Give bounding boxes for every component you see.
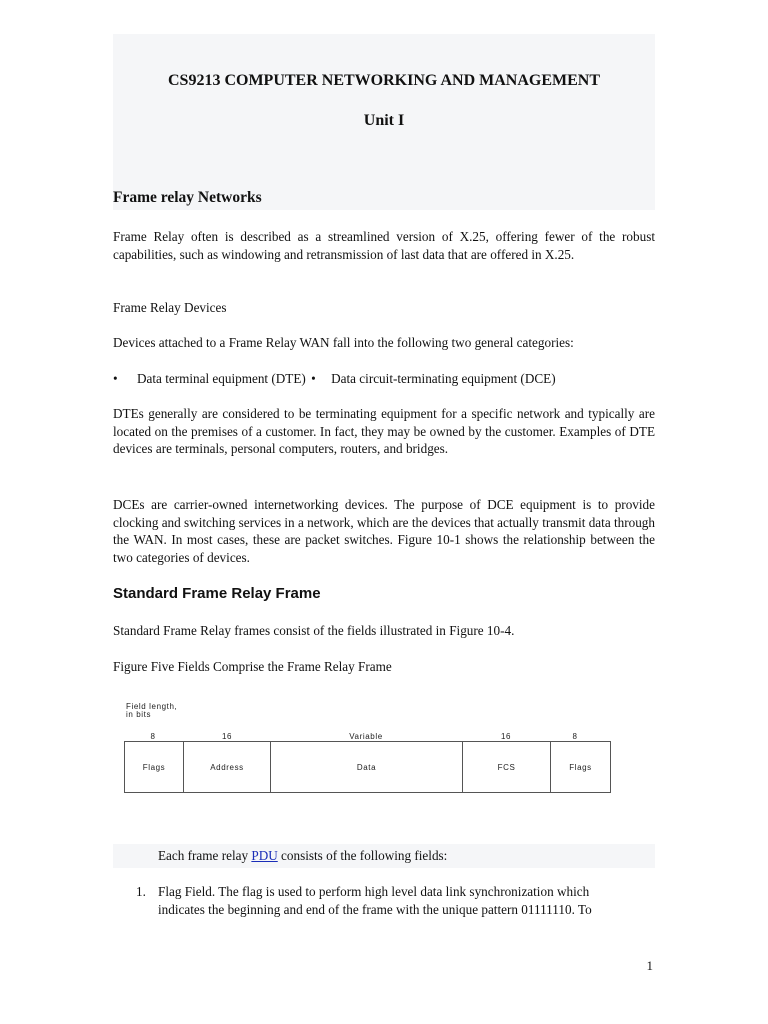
- document-title: CS9213 COMPUTER NETWORKING AND MANAGEMENT: [167, 72, 600, 89]
- dte-paragraph: DTEs generally are considered to be terminating equipment for a specific network and typically are located on the premises of a customer. In fact, they may be owned by the customer. Examples of DTE devices are terminals, personal computers, routers, and bridges.: [113, 406, 655, 456]
- intro-paragraph: Frame Relay often is described as a streamlined version of X.25, offering fewer of the robust capabilities, such as windowing and retransmission of last data that are offered in X.25.: [113, 229, 655, 262]
- device-categories-list: [113, 371, 556, 387]
- field-length-address: 16: [221, 732, 233, 741]
- field-length-data: Variable: [349, 732, 383, 741]
- field-flags-end: Flags: [550, 741, 611, 793]
- field-data: Data: [270, 741, 463, 793]
- devices-heading: Frame Relay Devices: [113, 300, 227, 315]
- unit-heading: Unit I: [363, 112, 405, 129]
- bullet-glyph: •: [113, 371, 118, 386]
- section-heading-standard-frame: Standard Frame Relay Frame: [113, 585, 321, 602]
- field-length-flags-start: 8: [150, 732, 156, 741]
- pdu-link[interactable]: PDU: [251, 848, 278, 863]
- field-length-fcs: 16: [500, 732, 512, 741]
- bullet-item-dte: Data terminal equipment (DTE): [137, 371, 306, 386]
- section-heading-frame-relay-networks: Frame relay Networks: [113, 189, 262, 206]
- field-length-flags-end: 8: [572, 732, 578, 741]
- dce-paragraph: DCEs are carrier-owned internetworking devices. The purpose of DCE equipment is to provide clocking and switching services in a network, which are the devices that actually transmit data through the WAN. In most cases, these are packet switches. Figure 10-1 shows the relationship between the two categories of devices.: [113, 497, 655, 565]
- page-number: 1: [646, 958, 653, 973]
- field-fcs: FCS: [462, 741, 551, 793]
- field-length-label-line2: in bits: [126, 710, 152, 719]
- frame-intro: Standard Frame Relay frames consist of the fields illustrated in Figure 10-4.: [113, 623, 515, 638]
- field-address: Address: [183, 741, 271, 793]
- figure-caption: Figure Five Fields Comprise the Frame Relay Frame: [113, 659, 392, 674]
- flag-field-line2: indicates the beginning and end of the frame with the unique pattern 01111110. To: [158, 902, 592, 917]
- pdu-suffix: consists of the following fields:: [277, 848, 448, 863]
- pdu-prefix: Each frame relay: [158, 848, 252, 863]
- field-length-label-line1: Field length,: [126, 702, 178, 711]
- flag-field-line1: Flag Field. The flag is used to perform high level data link synchronization which: [158, 884, 590, 899]
- field-length-label: [126, 703, 177, 719]
- field-flags-start: Flags: [124, 741, 184, 793]
- bullet-glyph: •: [311, 371, 316, 386]
- pdu-fields-intro: [158, 847, 447, 865]
- devices-intro: Devices attached to a Frame Relay WAN fall into the following two general categories:: [113, 335, 574, 350]
- frame-relay-frame-figure: [123, 703, 613, 798]
- list-item-number: 1.: [136, 884, 146, 899]
- bullet-item-dce: Data circuit-terminating equipment (DCE): [331, 371, 556, 386]
